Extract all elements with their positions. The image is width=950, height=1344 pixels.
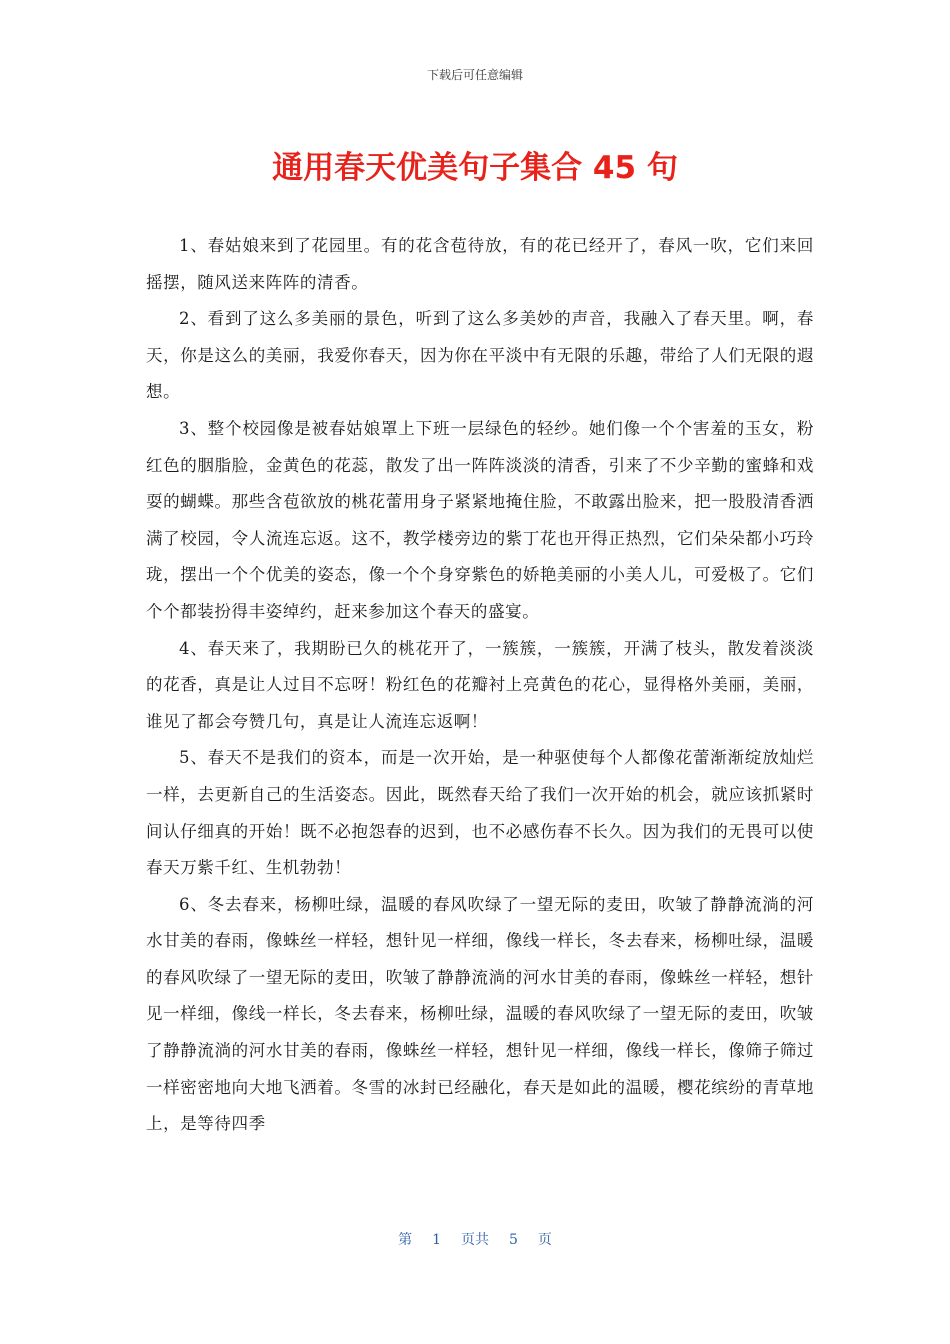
paragraph-6: 6、冬去春来，杨柳吐绿，温暖的春风吹绿了一望无际的麦田，吹皱了静静流淌的河水甘美的春雨，像蛛丝一样轻，想针见一样细，像线一样长，冬去春来，杨柳吐绿，温暖的春风吹绿了一望无际的麦田，吹皱了静静流淌的河水甘美的春雨，像蛛丝一样轻，想针见一样细，像线一样长，冬去春来，杨柳吐绿，温暖的春风吹绿了一望无际的麦田，吹皱了静静流淌的河水甘美的春雨，像蛛丝一样轻，想针见一样细，像线一样长，像筛子筛过一样密密地向大地飞洒着。冬雪的冰封已经融化，春天是如此的温暖，樱花缤纷的青草地上，是等待四季 xyxy=(146,894,814,1134)
footer-page-number: 1 xyxy=(432,1232,441,1248)
document-title: 通用春天优美句子集合 45 句 xyxy=(272,150,678,186)
paragraph-3: 3、整个校园像是被春姑娘罩上下班一层绿色的轻纱。她们像一个个害羞的玉女，粉红色的胭脂脸，金黄色的花蕊，散发了出一阵阵淡淡的清香，引来了不少辛勤的蜜蜂和戏耍的蝴蝶。那些含苞欲放的桃花蕾用身子紧紧地掩住脸，不敢露出脸来，把一股股清香洒满了校园，令人流连忘返。这不，教学楼旁边的紫丁花也开得正热烈，它们朵朵都小巧玲珑，摆出一个个优美的姿态，像一个个身穿紫色的娇艳美丽的小美人儿，可爱极了。它们个个都装扮得丰姿绰约，赶来参加这个春天的盛宴。 xyxy=(146,418,814,621)
footer-of-label: 页共 xyxy=(461,1232,489,1248)
footer-page-suffix: 页 xyxy=(537,1232,552,1248)
document-body xyxy=(146,228,814,1143)
paragraph-5: 5、春天不是我们的资本，而是一次开始，是一种驱使每个人都像花蕾渐渐绽放灿烂一样，去更新自己的生活姿态。因此，既然春天给了我们一次开始的机会，就应该抓紧时间认仔细真的开始！既不必抱怨春的迟到，也不必感伤春不长久。因为我们的无畏可以使春天万紫千红、生机勃勃！ xyxy=(146,748,814,878)
paragraph-1: 1、春姑娘来到了花园里。有的花含苞待放，有的花已经开了，春风一吹，它们来回摇摆，随风送来阵阵的清香。 xyxy=(146,236,814,292)
page-footer xyxy=(0,1229,950,1249)
paragraph-2: 2、看到了这么多美丽的景色，听到了这么多美妙的声音，我融入了春天里。啊，春天，你是这么的美丽，我爱你春天，因为你在平淡中有无限的乐趣，带给了人们无限的遐想。 xyxy=(146,309,814,402)
footer-total-pages: 5 xyxy=(509,1232,518,1248)
paragraph-4: 4、春天来了，我期盼已久的桃花开了，一簇簇，一簇簇，开满了枝头，散发着淡淡的花香，真是让人过目不忘呀！粉红色的花瓣衬上亮黄色的花心，显得格外美丽，美丽，谁见了都会夸赞几句，真是让人流连忘返啊！ xyxy=(146,638,814,731)
footer-page-label: 第 xyxy=(398,1232,413,1248)
header-note: 下载后可任意编辑 xyxy=(426,68,523,82)
